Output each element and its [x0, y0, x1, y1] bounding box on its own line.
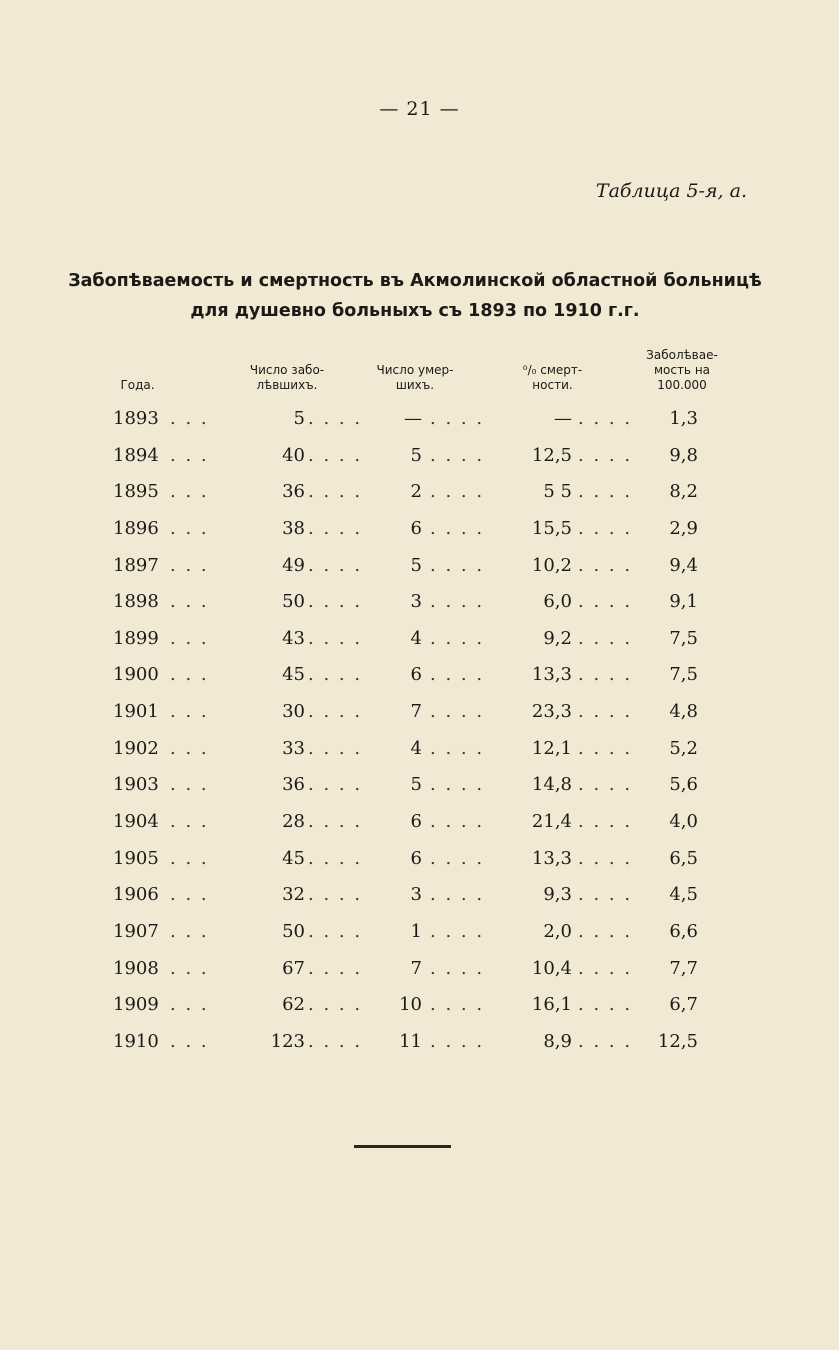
cell-year: 1902: [113, 737, 159, 759]
cell-year: 1907: [113, 920, 159, 942]
cell-sick: 5: [293, 408, 305, 429]
table-row: 1907 . . . 50 . . . . 1 . . . . 2,0 . . . . 6,6: [113, 920, 698, 942]
cell-mortality-percent: 5 5: [543, 481, 572, 503]
cell-mortality-percent: 13,3: [531, 664, 572, 686]
cell-sick: 43: [282, 627, 305, 649]
cell-sick: 45: [282, 664, 305, 686]
cell-mortality-percent: 15,5: [531, 517, 572, 539]
cell-sick: 36: [282, 774, 305, 796]
header-incidence-rate: [622, 348, 742, 393]
cell-dead: 7: [410, 701, 422, 723]
cell-year: 1900: [113, 664, 159, 686]
cell-mortality-percent: 10,4: [531, 957, 572, 979]
cell-year: 1908: [113, 957, 159, 979]
cell-year: 1904: [113, 811, 159, 833]
header-line: Число умер-: [376, 363, 454, 377]
header-line: 100.000: [657, 378, 707, 392]
cell-year: 1894: [113, 444, 159, 466]
cell-incidence-rate: 6,6: [669, 920, 698, 942]
table-row: 1897 . . . 49 . . . . 5 . . . . 10,2 . . . . 9,4: [113, 554, 698, 576]
cell-incidence-rate: 5,2: [669, 737, 698, 759]
cell-dead: 3: [410, 591, 422, 613]
table-row: 1903 . . . 36 . . . . 5 . . . . 14,8 . . . . 5,6: [113, 774, 698, 796]
page-number: — 21 —: [379, 98, 460, 120]
cell-dead: 7: [410, 957, 422, 979]
cell-incidence-rate: 9,1: [669, 591, 698, 613]
header-dead: [350, 363, 480, 393]
cell-year: 1896: [113, 517, 159, 539]
cell-incidence-rate: 12,5: [657, 1030, 698, 1052]
header-line: ности.: [532, 378, 573, 392]
cell-incidence-rate: 4,8: [669, 701, 698, 723]
cell-sick: 49: [282, 554, 305, 576]
cell-incidence-rate: 7,5: [669, 627, 698, 649]
cell-incidence-rate: 7,5: [669, 664, 698, 686]
table-row: 1894 . . . 40 . . . . 5 . . . . 12,5 . . . . 9,8: [113, 444, 698, 466]
header-line: Заболѣвае-: [646, 348, 718, 362]
cell-dead: 11: [399, 1030, 422, 1052]
cell-incidence-rate: 5,6: [669, 774, 698, 796]
cell-incidence-rate: 4,5: [669, 884, 698, 906]
header-line: лѣвшихъ.: [256, 378, 318, 392]
cell-dead: 5: [410, 774, 422, 796]
cell-incidence-rate: 1,3: [669, 408, 698, 429]
cell-incidence-rate: 4,0: [669, 811, 698, 833]
table-row: 1905 . . . 45 . . . . 6 . . . . 13,3 . . . . 6,5: [113, 847, 698, 869]
cell-sick: 62: [282, 994, 305, 1016]
table-label: Таблица 5-я, а.: [595, 180, 747, 202]
cell-dead: 4: [410, 627, 422, 649]
header-line: мость на: [653, 363, 711, 377]
cell-mortality-percent: 9,3: [543, 884, 572, 906]
cell-sick: 123: [270, 1030, 305, 1052]
cell-sick: 36: [282, 481, 305, 503]
cell-year: 1905: [113, 847, 159, 869]
table-row: 1899 . . . 43 . . . . 4 . . . . 9,2 . . . . 7,5: [113, 627, 698, 649]
header-sick: [222, 363, 352, 393]
header-line: Число забо-: [249, 363, 325, 377]
cell-mortality-percent: 21,4: [531, 811, 572, 833]
table-row: 1901 . . . 30 . . . . 7 . . . . 23,3 . . . . 4,8: [113, 701, 698, 723]
cell-mortality-percent: 13,3: [531, 847, 572, 869]
cell-year: 1893: [113, 408, 159, 429]
cell-incidence-rate: 8,2: [669, 481, 698, 503]
cell-dead: 5: [410, 444, 422, 466]
cell-sick: 40: [282, 444, 305, 466]
table-body: [0, 400, 839, 1060]
table-row: 1895 . . . 36 . . . . 2 . . . . 5 5 . . . . 8,2: [113, 481, 698, 503]
cell-incidence-rate: 2,9: [669, 517, 698, 539]
cell-sick: 33: [282, 737, 305, 759]
cell-mortality-percent: 23,3: [531, 701, 572, 723]
cell-mortality-percent: 14,8: [531, 774, 572, 796]
cell-sick: 50: [282, 591, 305, 613]
cell-dead: 5: [410, 554, 422, 576]
cell-dead: —: [404, 408, 422, 429]
cell-year: 1897: [113, 554, 159, 576]
header-line: Года.: [120, 378, 155, 392]
cell-sick: 67: [282, 957, 305, 979]
cell-dead: 6: [410, 847, 422, 869]
table-row: 1893 . . . 5 . . . . — . . . . — . . . . 1,3: [113, 408, 698, 429]
cell-sick: 50: [282, 920, 305, 942]
table-row: 1902 . . . 33 . . . . 4 . . . . 12,1 . . . . 5,2: [113, 737, 698, 759]
header-line: шихъ.: [395, 378, 435, 392]
table-row: 1909 . . . 62 . . . . 10 . . . . 16,1 . . . . 6,7: [113, 994, 698, 1016]
cell-sick: 38: [282, 517, 305, 539]
table-title-line: Забопѣваемость и смертность въ Акмолинской областной больницѣ: [68, 271, 762, 291]
cell-dead: 4: [410, 737, 422, 759]
table-row: 1908 . . . 67 . . . . 7 . . . . 10,4 . . . . 7,7: [113, 957, 698, 979]
cell-dead: 6: [410, 664, 422, 686]
table-row: 1898 . . . 50 . . . . 3 . . . . 6,0 . . . . 9,1: [113, 591, 698, 613]
table-title: [40, 266, 790, 326]
table-row: 1906 . . . 32 . . . . 3 . . . . 9,3 . . . . 4,5: [113, 884, 698, 906]
cell-incidence-rate: 6,7: [669, 994, 698, 1016]
table-row: 1900 . . . 45 . . . . 6 . . . . 13,3 . . . . 7,5: [113, 664, 698, 686]
header-line: ⁰/₀ смерт-: [522, 363, 583, 377]
cell-mortality-percent: 6,0: [543, 591, 572, 613]
table-title-line: для душевно больныхъ съ 1893 по 1910 г.г.: [190, 301, 640, 321]
cell-dead: 3: [410, 884, 422, 906]
cell-sick: 32: [282, 884, 305, 906]
closing-rule: [354, 1145, 451, 1148]
cell-dead: 1: [410, 920, 422, 942]
cell-mortality-percent: 12,1: [531, 737, 572, 759]
cell-dead: 2: [410, 481, 422, 503]
cell-incidence-rate: 6,5: [669, 847, 698, 869]
cell-dead: 6: [410, 517, 422, 539]
cell-mortality-percent: 10,2: [531, 554, 572, 576]
header-year: [100, 378, 175, 393]
cell-year: 1895: [113, 481, 159, 503]
cell-incidence-rate: 9,8: [669, 444, 698, 466]
cell-dead: 6: [410, 811, 422, 833]
cell-dead: 10: [399, 994, 422, 1016]
cell-mortality-percent: 2,0: [543, 920, 572, 942]
cell-year: 1906: [113, 884, 159, 906]
cell-year: 1901: [113, 701, 159, 723]
cell-year: 1909: [113, 994, 159, 1016]
cell-year: 1899: [113, 627, 159, 649]
cell-mortality-percent: 16,1: [531, 994, 572, 1016]
table-row: 1904 . . . 28 . . . . 6 . . . . 21,4 . . . . 4,0: [113, 811, 698, 833]
cell-sick: 45: [282, 847, 305, 869]
cell-mortality-percent: —: [554, 408, 572, 429]
header-mortality-percent: [490, 363, 615, 393]
cell-year: 1903: [113, 774, 159, 796]
cell-mortality-percent: 9,2: [543, 627, 572, 649]
cell-mortality-percent: 12,5: [531, 444, 572, 466]
cell-sick: 28: [282, 811, 305, 833]
cell-mortality-percent: 8,9: [543, 1030, 572, 1052]
cell-incidence-rate: 9,4: [669, 554, 698, 576]
cell-year: 1898: [113, 591, 159, 613]
cell-sick: 30: [282, 701, 305, 723]
cell-year: 1910: [113, 1030, 159, 1052]
table-row: 1910 . . . 123 . . . . 11 . . . . 8,9 . . . . 12,5: [113, 1030, 698, 1052]
table-row: 1896 . . . 38 . . . . 6 . . . . 15,5 . . . . 2,9: [113, 517, 698, 539]
cell-incidence-rate: 7,7: [669, 957, 698, 979]
